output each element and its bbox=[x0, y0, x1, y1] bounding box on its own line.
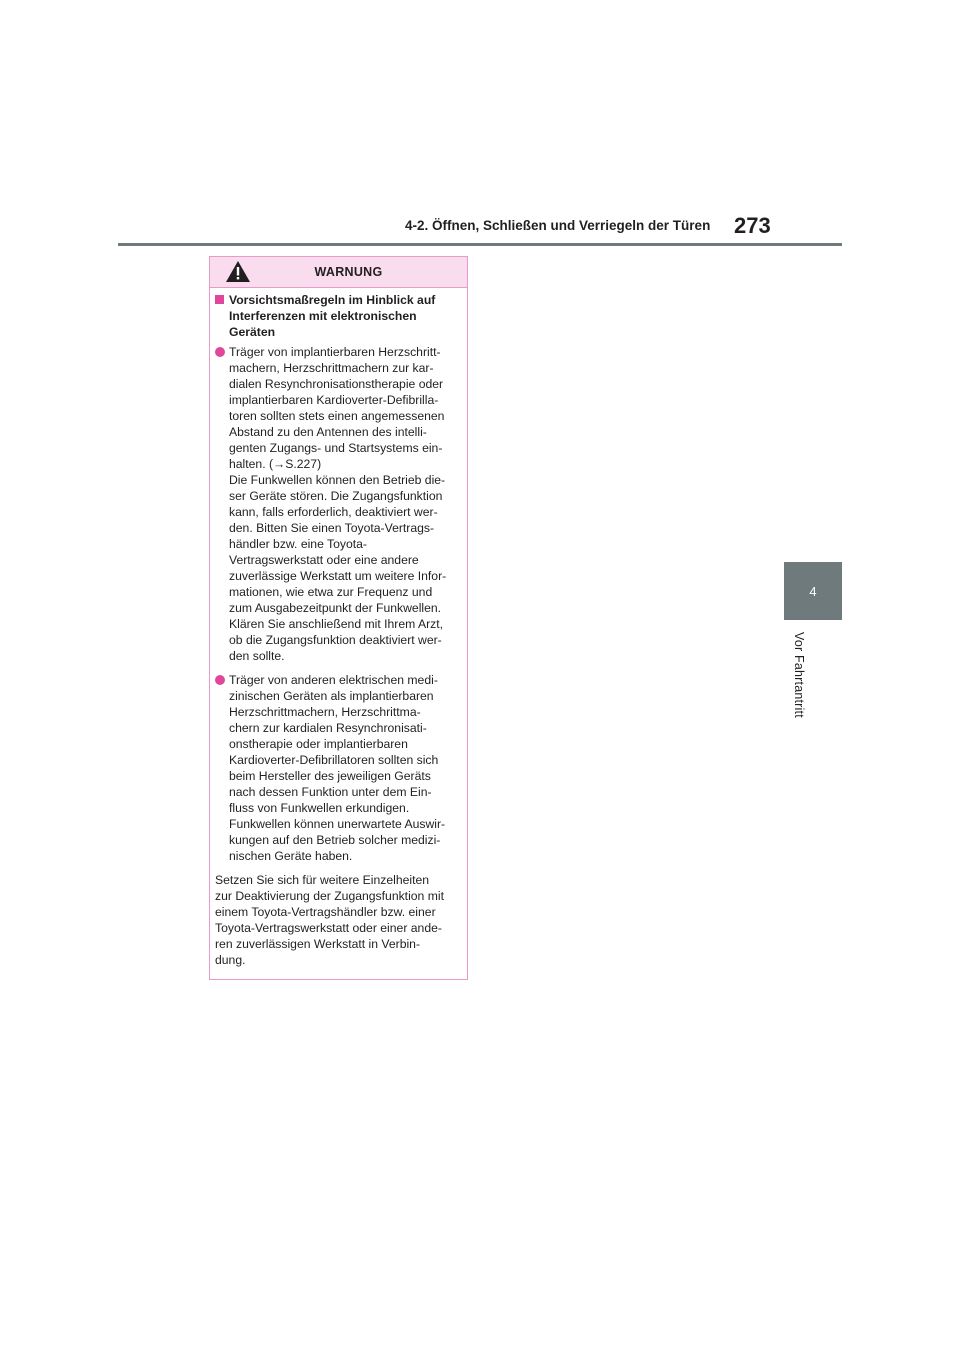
text-line: Funkwellen können unerwartete Auswir- bbox=[229, 817, 446, 831]
text-line: zum Ausgabezeitpunkt der Funkwellen. bbox=[229, 601, 442, 615]
text-line: machern, Herzschrittmachern zur kar- bbox=[229, 361, 434, 375]
section-title: 4-2. Öffnen, Schließen und Verriegeln der Türen bbox=[405, 218, 711, 233]
text-line: Träger von implantierbaren Herzschritt- bbox=[229, 345, 441, 359]
text-line: den. Bitten Sie einen Toyota-Vertrags- bbox=[229, 521, 435, 535]
page-number: 273 bbox=[734, 213, 771, 238]
text-line: Toyota-Vertragswerkstatt oder einer ande- bbox=[215, 921, 442, 935]
text-line: onstherapie oder implantierbaren bbox=[229, 737, 408, 751]
text-line: händler bzw. eine Toyota- bbox=[229, 537, 367, 551]
round-bullet-icon bbox=[215, 672, 225, 689]
text-line: kann, falls erforderlich, deaktiviert wer- bbox=[229, 505, 438, 519]
text-line: zuverlässige Werkstatt um weitere Infor- bbox=[229, 569, 447, 583]
warning-heading bbox=[215, 292, 461, 340]
chapter-tab bbox=[784, 562, 842, 620]
text-line: genten Zugangs- und Startsystems ein- bbox=[229, 441, 443, 455]
text-line: toren sollten stets einen angemessenen bbox=[229, 409, 445, 423]
warning-heading-text: Vorsichtsmaßregeln im Hinblick auf Interferenzen mit elektronischen Geräten bbox=[229, 293, 436, 339]
text-line: kungen auf den Betrieb solcher medizi- bbox=[229, 833, 441, 847]
warning-triangle-icon bbox=[225, 260, 251, 283]
warning-body bbox=[210, 288, 467, 968]
text-line: Träger von anderen elektrischen medi- bbox=[229, 673, 438, 687]
chapter-title: Vor Fahrtantritt bbox=[792, 632, 806, 718]
text-line: Abstand zu den Antennen des intelli- bbox=[229, 425, 427, 439]
bullet-text bbox=[229, 672, 461, 864]
text-line: beim Hersteller des jeweiligen Geräts bbox=[229, 769, 431, 783]
header-divider bbox=[118, 243, 842, 246]
text-line: ren zuverlässigen Werkstatt in Verbin- bbox=[215, 937, 421, 951]
round-bullet-icon bbox=[215, 344, 225, 361]
text-line: nach dessen Funktion unter dem Ein- bbox=[229, 785, 432, 799]
text-line: zinischen Geräten als implantierbaren bbox=[229, 689, 434, 703]
text-line: halten. (→S.227) bbox=[229, 457, 322, 471]
text-line: nischen Geräte haben. bbox=[229, 849, 353, 863]
bullet-text bbox=[229, 344, 461, 664]
text-line: implantierbaren Kardioverter-Defibrilla- bbox=[229, 393, 439, 407]
list-item bbox=[215, 672, 461, 864]
square-bullet-icon bbox=[215, 292, 224, 308]
text-line: ser Geräte stören. Die Zugangsfunktion bbox=[229, 489, 443, 503]
text-line: zur Deaktivierung der Zugangsfunktion mit bbox=[215, 889, 444, 903]
text-line: einem Toyota-Vertragshändler bzw. einer bbox=[215, 905, 436, 919]
text-line: Die Funkwellen können den Betrieb die- bbox=[229, 473, 446, 487]
text-line: mationen, wie etwa zur Frequenz und bbox=[229, 585, 433, 599]
text-line: ob die Zugangsfunktion deaktiviert wer- bbox=[229, 633, 442, 647]
text-line: fluss von Funkwellen erkundigen. bbox=[229, 801, 410, 815]
text-line: Kardioverter-Defibrillatoren sollten sich bbox=[229, 753, 439, 767]
text-line: dung. bbox=[215, 953, 246, 967]
list-item bbox=[215, 344, 461, 664]
warning-title: WARNUNG bbox=[314, 265, 383, 279]
text-line: Vertragswerkstatt oder eine andere bbox=[229, 553, 419, 567]
warning-box bbox=[209, 256, 468, 980]
closing-paragraph bbox=[215, 872, 461, 968]
text-line: Herzschrittmachern, Herzschrittma- bbox=[229, 705, 421, 719]
text-line: chern zur kardialen Resynchronisati- bbox=[229, 721, 427, 735]
text-line: Setzen Sie sich für weitere Einzelheiten bbox=[215, 873, 430, 887]
chapter-number: 4 bbox=[809, 583, 817, 599]
text-line: den sollte. bbox=[229, 649, 285, 663]
warning-header bbox=[210, 257, 467, 288]
text-line: dialen Resynchronisationstherapie oder bbox=[229, 377, 444, 391]
text-line: Klären Sie anschließend mit Ihrem Arzt, bbox=[229, 617, 444, 631]
